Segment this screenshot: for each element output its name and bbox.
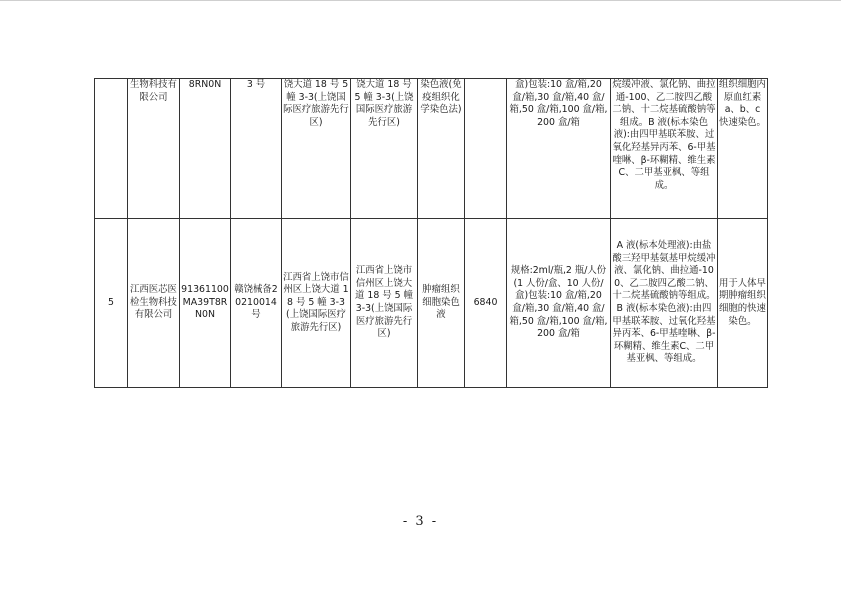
cell-company: 生物科技有限公司 xyxy=(128,79,180,219)
page-top-rule xyxy=(0,0,841,1)
cell-address: 饶大道 18 号 5 幢 3-3(上饶国际医疗旅游先行区) xyxy=(282,79,351,219)
cell-product-name: 染色液(免疫组织化学染色法) xyxy=(418,79,465,219)
cell-credit-code: 91361100MA39T8RN0N xyxy=(180,219,231,388)
cell-product-name: 肿瘤组织细胞染色液 xyxy=(418,219,465,388)
cell-production-address: 江西省上饶市信州区上饶大道 18 号 5 幢 3-3(上饶国际医疗旅游先行区) xyxy=(351,219,418,388)
table-row xyxy=(95,79,768,219)
cell-index xyxy=(95,79,128,219)
cell-spec: 盒)包装:10 盒/箱,20 盒/箱,30 盒/箱,40 盒/箱,50 盒/箱,100 盒/箱,200 盒/箱 xyxy=(507,79,611,219)
cell-intended-use: 组织细胞内原血红素 a、b、c 快速染色。 xyxy=(718,79,768,219)
cell-category-code xyxy=(465,79,507,219)
registration-table xyxy=(94,78,768,388)
page-number: - 3 - xyxy=(402,514,439,529)
cell-composition: 烷缓冲液、氯化钠、曲拉通-100、乙二胺四乙酸二钠、十二烷基硫酸钠等组成。B 液(标本染色液):由四甲基联苯胺、过氧化羟基异丙苯、6-甲基喹啉、β-环糊精、维生素C、二甲基亚枫、等组成。 xyxy=(611,79,718,219)
cell-spec: 规格:2ml/瓶,2 瓶/人份(1 人份/盒、10 人份/盒)包装:10 盒/箱,20 盒/箱,30 盒/箱,40 盒/箱,50 盒/箱,100 盒/箱,200 盒/箱 xyxy=(507,219,611,388)
cell-credit-code: 8RN0N xyxy=(180,79,231,219)
cell-category-code: 6840 xyxy=(465,219,507,388)
cell-composition: A 液(标本处理液):由盐酸三羟甲基氨基甲烷缓冲液、氯化钠、曲拉通-100、乙二胺四乙酸二钠、十二烷基硫酸钠等组成。B 液(标本染色液):由四甲基联苯胺、过氧化羟基异丙苯、6-甲基喹啉、β-环糊精、维生素C、二甲基亚枫、等组成。 xyxy=(611,219,718,388)
cell-production-address: 饶大道 18 号 5 幢 3-3(上饶国际医疗旅游先行区) xyxy=(351,79,418,219)
cell-index: 5 xyxy=(95,219,128,388)
cell-intended-use: 用于人体早期肿瘤组织细胞的快速染色。 xyxy=(718,219,768,388)
cell-address: 江西省上饶市信州区上饶大道 18 号 5 幢 3-3(上饶国际医疗旅游先行区) xyxy=(282,219,351,388)
table-row xyxy=(95,219,768,388)
cell-record-no: 3 号 xyxy=(231,79,282,219)
cell-company: 江西医芯医检生物科技有限公司 xyxy=(128,219,180,388)
cell-record-no: 赣饶械备20210014 号 xyxy=(231,219,282,388)
